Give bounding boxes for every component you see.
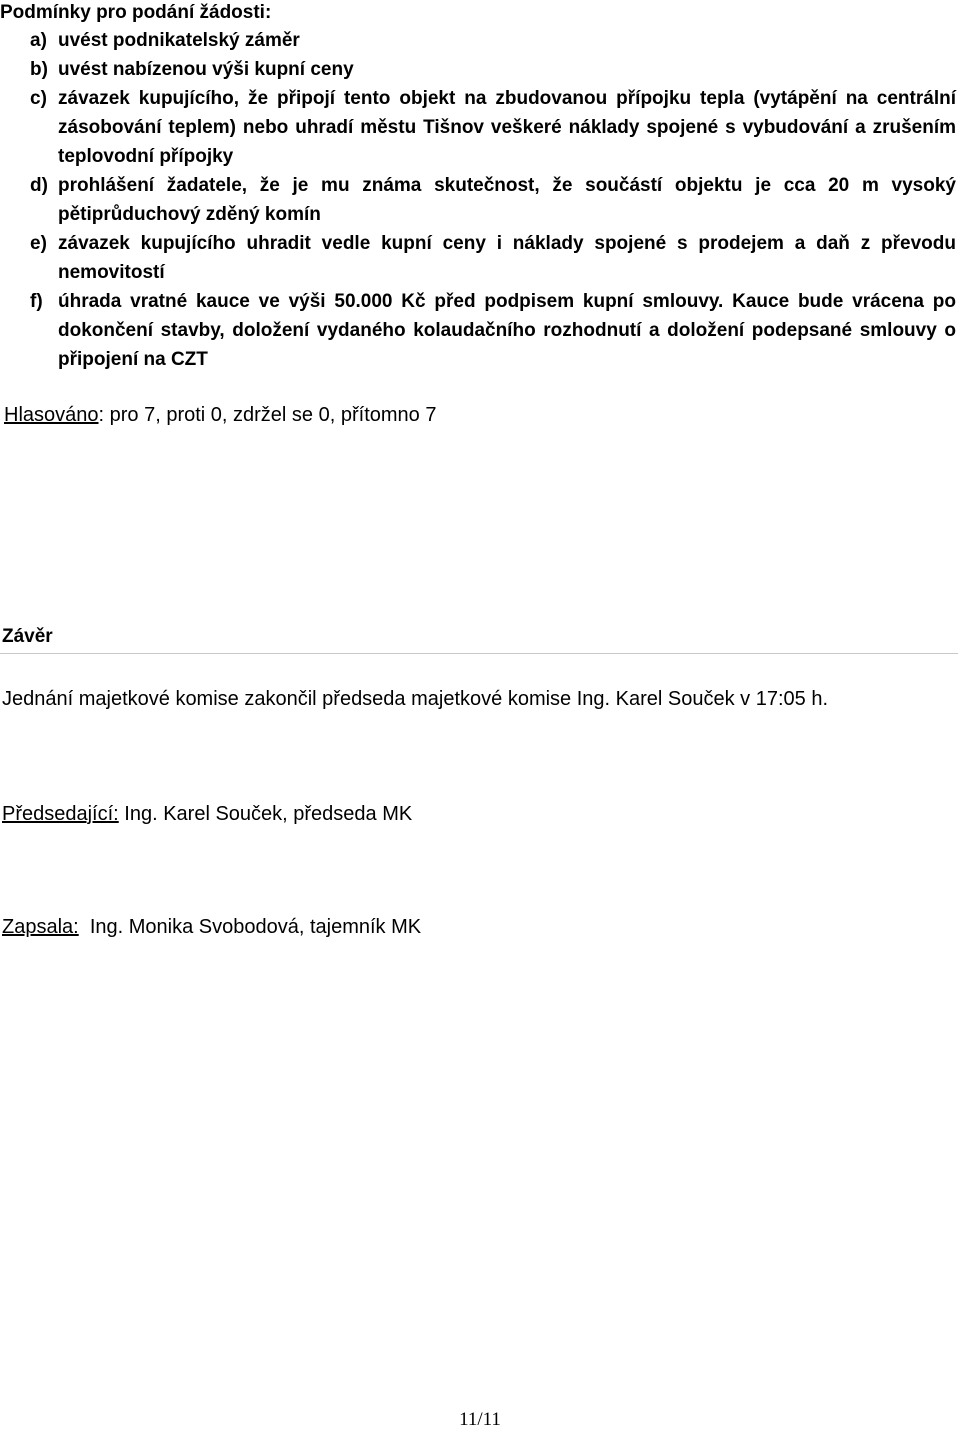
vote-label: Hlasováno — [4, 404, 99, 426]
chair-label: Předsedající: — [2, 803, 119, 825]
condition-key: a) — [30, 30, 47, 51]
chair-line — [2, 800, 412, 828]
condition-key: c) — [30, 88, 47, 109]
vote-text: : pro 7, proti 0, zdržel se 0, přítomno 7 — [98, 404, 437, 426]
condition-item-f — [30, 287, 956, 374]
condition-text: úhrada vratné kauce ve výši 50.000 Kč před podpisem kupní smlouvy. Kauce bude vrácena po dokončení stavby, doložení vydaného kolaudačního rozhodnutí a doložení podepsané smlouvy o připojení na CZT — [58, 291, 956, 370]
condition-item-b — [30, 55, 956, 84]
conditions-list — [30, 26, 956, 374]
condition-text: závazek kupujícího uhradit vedle kupní ceny i náklady spojené s prodejem a daň z převodu nemovitostí — [58, 233, 956, 283]
condition-text: závazek kupujícího, že připojí tento objekt na zbudovanou přípojku tepla (vytápění na centrální zásobování teplem) nebo uhradí městu Tišnov veškeré náklady spojené s vybudování a zrušením teplovodní přípojky — [58, 88, 956, 167]
vote-result — [4, 401, 436, 429]
condition-item-d — [30, 171, 956, 229]
condition-item-c — [30, 84, 956, 171]
recorder-label: Zapsala: — [2, 916, 79, 938]
condition-key: b) — [30, 59, 48, 80]
recorder-line — [2, 913, 421, 941]
condition-key: d) — [30, 175, 48, 196]
condition-item-e — [30, 229, 956, 287]
section-divider — [0, 653, 958, 654]
chair-value: Ing. Karel Souček, předseda MK — [118, 803, 413, 825]
condition-text: prohlášení žadatele, že je mu známa skutečnost, že součástí objektu je cca 20 m vysoký pětiprůduchový zděný komín — [58, 175, 956, 225]
page-number: 11/11 — [459, 1409, 501, 1430]
condition-key: f) — [30, 291, 43, 312]
conditions-heading: Podmínky pro podání žádosti: — [0, 2, 272, 23]
condition-key: e) — [30, 233, 47, 254]
condition-text: uvést podnikatelský záměr — [58, 30, 300, 51]
conclusion-text: Jednání majetkové komise zakončil předseda majetkové komise Ing. Karel Souček v 17:05 h. — [2, 688, 828, 710]
condition-text: uvést nabízenou výši kupní ceny — [58, 59, 354, 80]
recorder-value: Ing. Monika Svobodová, tajemník MK — [78, 916, 422, 938]
conclusion-title: Závěr — [2, 626, 53, 647]
condition-item-a — [30, 26, 956, 55]
